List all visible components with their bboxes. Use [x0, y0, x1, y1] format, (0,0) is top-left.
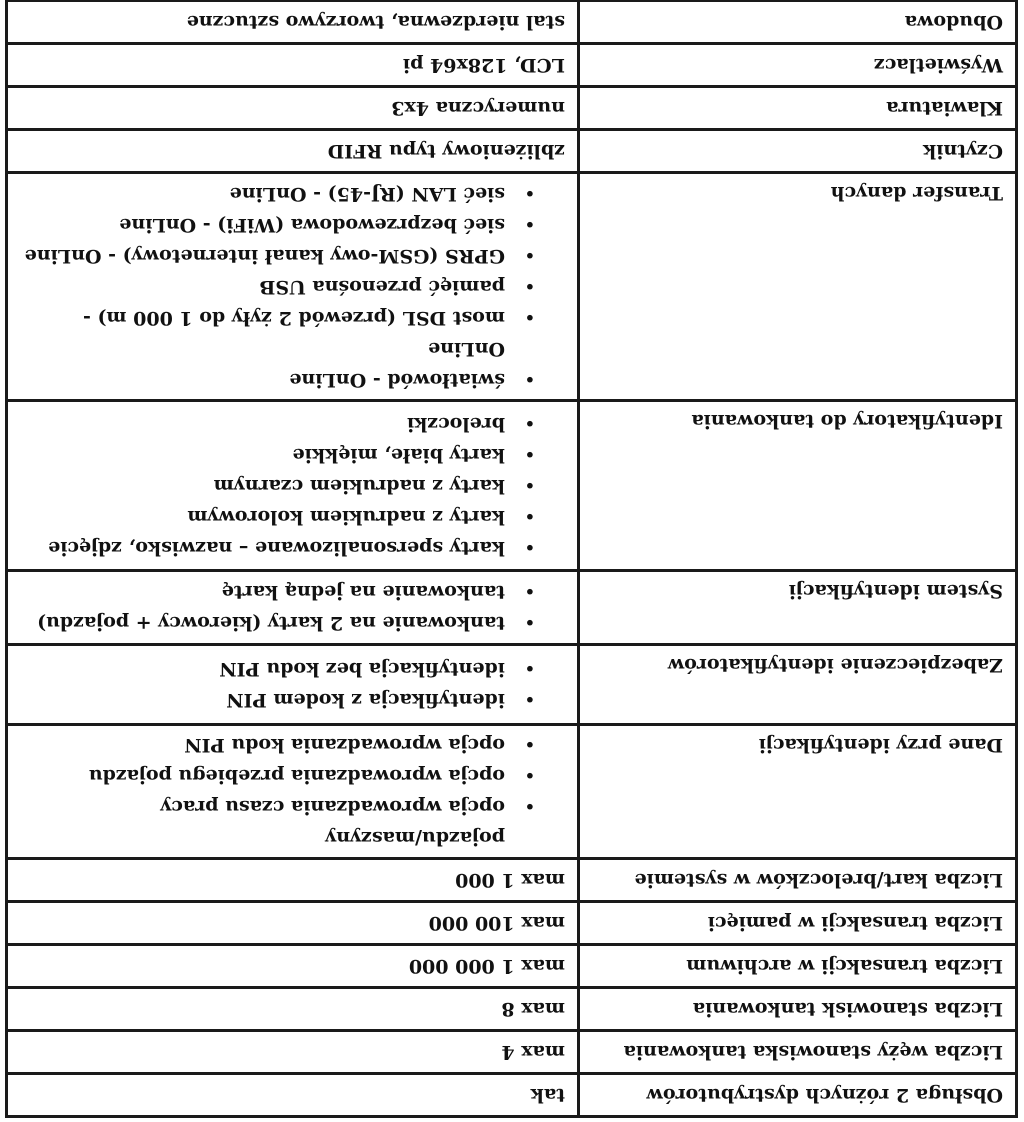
list-item: • karty spersonalizowane – nazwisko, zdjęcie [20, 532, 565, 563]
table-row [7, 725, 1017, 859]
row-label: Transfer danych [579, 173, 1017, 401]
row-value: max 1 000 [7, 859, 579, 902]
list-item: • GPRS (GSM-owy kanał internetowy) - OnLine [20, 240, 565, 271]
list-item: • karty z nadrukiem kolorowym [20, 501, 565, 532]
row-label: Liczba transakcji w archiwum [579, 945, 1017, 988]
list-item: • identyfikacja bez kodu PIN [20, 654, 565, 685]
table-row [7, 988, 1017, 1031]
row-value: LCD, 128x64 pi [7, 44, 579, 87]
list-item-continuation: OnLine [428, 338, 505, 360]
table-row [7, 945, 1017, 988]
spec-table [5, 0, 1018, 1118]
table-row [7, 1, 1017, 44]
list-item: • karty białe, miękkie [20, 439, 565, 470]
row-value: max 8 [7, 988, 579, 1031]
row-label: System identyfikacji [579, 571, 1017, 645]
row-value: max 4 [7, 1031, 579, 1074]
row-value: max 100 000 [7, 902, 579, 945]
row-label: Identyfikatory do tankowania [579, 401, 1017, 571]
list-item: pojazdu/maszyny [325, 827, 505, 850]
row-value-list [7, 645, 579, 725]
table-row [7, 173, 1017, 401]
row-value: stal nierdzewna, tworzywo sztuczne [7, 1, 579, 44]
row-label: Obsługa 2 różnych dystrybutorów [579, 1074, 1017, 1117]
row-label: Klawiatura [579, 87, 1017, 130]
row-label: Dane przy identyfikacji [579, 725, 1017, 859]
table-row [7, 571, 1017, 645]
table-row [7, 401, 1017, 571]
list-item: • sieć bezprzewodowa (WiFi) - OnLine [20, 209, 565, 240]
list-item: • opcja wprowadzania czasu pracy [20, 792, 565, 823]
row-value-list [7, 173, 579, 401]
row-value: tak [7, 1074, 579, 1117]
list-item: • breloczki [20, 408, 565, 439]
list-item: • most DSL (przewód 2 żyły do 1 000 m) - [20, 302, 565, 333]
list-item: • opcja wprowadzania przebiegu pojazdu [20, 761, 565, 792]
list-item: • karty z nadrukiem czarnym [20, 470, 565, 501]
row-value: numeryczna 4x3 [7, 87, 579, 130]
table-row [7, 44, 1017, 87]
row-label: Liczba węży stanowiska tankowania [579, 1031, 1017, 1074]
table-row [7, 902, 1017, 945]
list-item: • sieć LAN (RJ-45) - OnLine [20, 178, 565, 209]
row-value: max 1 000 000 [7, 945, 579, 988]
table-row [7, 1074, 1017, 1117]
row-value-list [7, 571, 579, 645]
row-label: Czytnik [579, 130, 1017, 173]
list-item: • identyfikacja z kodem PIN [20, 685, 565, 716]
row-label: Zabezpieczenie identyfikatorów [579, 645, 1017, 725]
list-item: • światłowód - OnLine [20, 364, 565, 395]
table-row [7, 645, 1017, 725]
list-item: • pamięć przenośna USB [20, 271, 565, 302]
table-row [7, 859, 1017, 902]
row-value: zbliżeniowy typu RFID [7, 130, 579, 173]
row-label: Wyświetlacz [579, 44, 1017, 87]
table-row [7, 1031, 1017, 1074]
row-label: Liczba stanowisk tankowania [579, 988, 1017, 1031]
table-row [7, 87, 1017, 130]
row-label: Obudowa [579, 1, 1017, 44]
list-item: • tankowanie na 2 karty (kierowcy + pojazdu) [20, 608, 565, 639]
list-item: • tankowanie na jedną kartę [20, 577, 565, 608]
row-value-list [7, 401, 579, 571]
row-label: Liczba transakcji w pamięci [579, 902, 1017, 945]
row-value-list [7, 725, 579, 859]
table-row [7, 130, 1017, 173]
list-item: • opcja wprowadzania kodu PIN [20, 730, 565, 761]
row-label: Liczba kart/breloczków w systemie [579, 859, 1017, 902]
